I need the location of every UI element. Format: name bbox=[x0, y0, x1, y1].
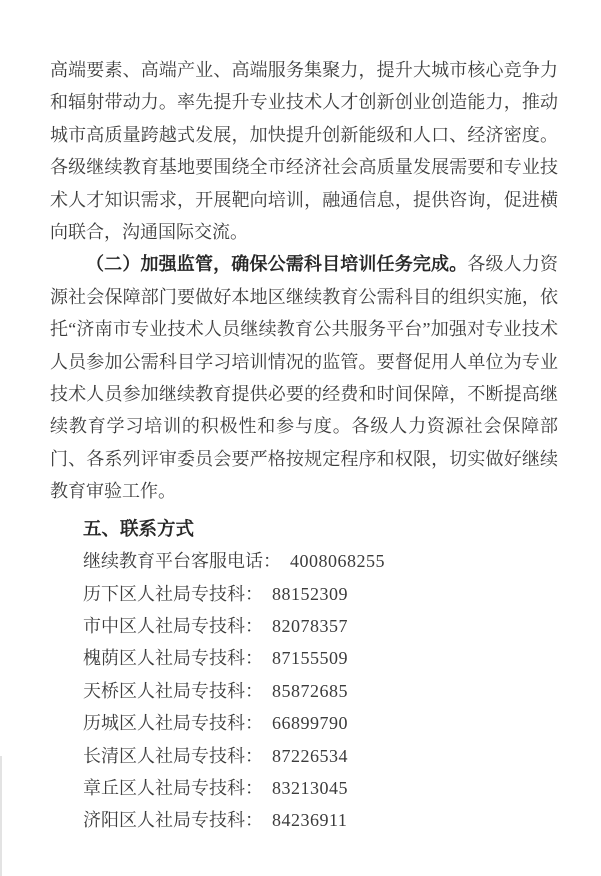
scan-edge-artifact bbox=[0, 756, 2, 876]
contact-label: 历城区人社局专技科： bbox=[83, 713, 263, 734]
paragraph-section2 bbox=[50, 248, 558, 507]
contact-label: 继续教育平台客服电话： bbox=[83, 551, 281, 572]
contact-row-changqing bbox=[50, 740, 558, 772]
section5-heading: 五、联系方式 bbox=[83, 517, 195, 539]
contact-label: 天桥区人社局专技科： bbox=[83, 680, 263, 701]
contact-row-huaiyin bbox=[50, 642, 558, 674]
contact-phone: 83213045 bbox=[272, 777, 348, 798]
contact-phone: 85872685 bbox=[272, 680, 348, 701]
section2-lead-bold: （二）加强监管，确保公需科目培训任务完成。 bbox=[86, 254, 468, 275]
contact-label: 槐荫区人社局专技科： bbox=[83, 648, 263, 669]
contact-phone: 84236911 bbox=[272, 810, 348, 831]
contact-row-jiyang bbox=[50, 804, 558, 836]
contact-phone: 88152309 bbox=[272, 583, 348, 604]
contact-label: 市中区人社局专技科： bbox=[83, 615, 263, 636]
contact-phone: 87155509 bbox=[272, 648, 348, 669]
contact-row-shizhong bbox=[50, 610, 558, 642]
contact-label: 历下区人社局专技科： bbox=[83, 583, 263, 604]
contact-phone: 4008068255 bbox=[290, 551, 385, 572]
contact-row-platform bbox=[50, 545, 558, 577]
contact-label: 济阳区人社局专技科： bbox=[83, 810, 263, 831]
contact-row-lixia bbox=[50, 578, 558, 610]
contact-row-licheng bbox=[50, 707, 558, 739]
contact-label: 长清区人社局专技科： bbox=[83, 745, 263, 766]
paragraph-continuation: 高端要素、高端产业、高端服务集聚力，提升大城市核心竞争力和辐射带动力。率先提升专业技术人才创新创业创造能力，推动城市高质量跨越式发展，加快提升创新能级和人口、经济密度。各级继续教育基地要围绕全市经济社会高质量发展需要和专业技术人才知识需求，开展靶向培训，融通信息，提供咨询，促进横向联合，沟通国际交流。 bbox=[50, 60, 558, 243]
contact-phone: 87226534 bbox=[272, 745, 348, 766]
contact-label: 章丘区人社局专技科： bbox=[83, 777, 263, 798]
document-text-block bbox=[50, 54, 558, 837]
section2-body-text: 各级人力资源社会保障部门要做好本地区继续教育公需科目的组织实施，依托“济南市专业技术人员继续教育公共服务平台”加强对专业技术人员参加公需科目学习培训情况的监管。要督促用人单位为专业技术人员参加继续教育提供必要的经费和时间保障，不断提高继续教育学习培训的积极性和参与度。各级人力资源社会保障部门、各系列评审委员会要严格按规定程序和权限，切实做好继续教育审验工作。 bbox=[50, 254, 558, 502]
contact-row-zhangqiu bbox=[50, 772, 558, 804]
contact-phone: 82078357 bbox=[272, 615, 348, 636]
contact-row-tianqiao bbox=[50, 675, 558, 707]
contact-phone: 66899790 bbox=[272, 713, 348, 734]
contact-list bbox=[50, 545, 558, 837]
